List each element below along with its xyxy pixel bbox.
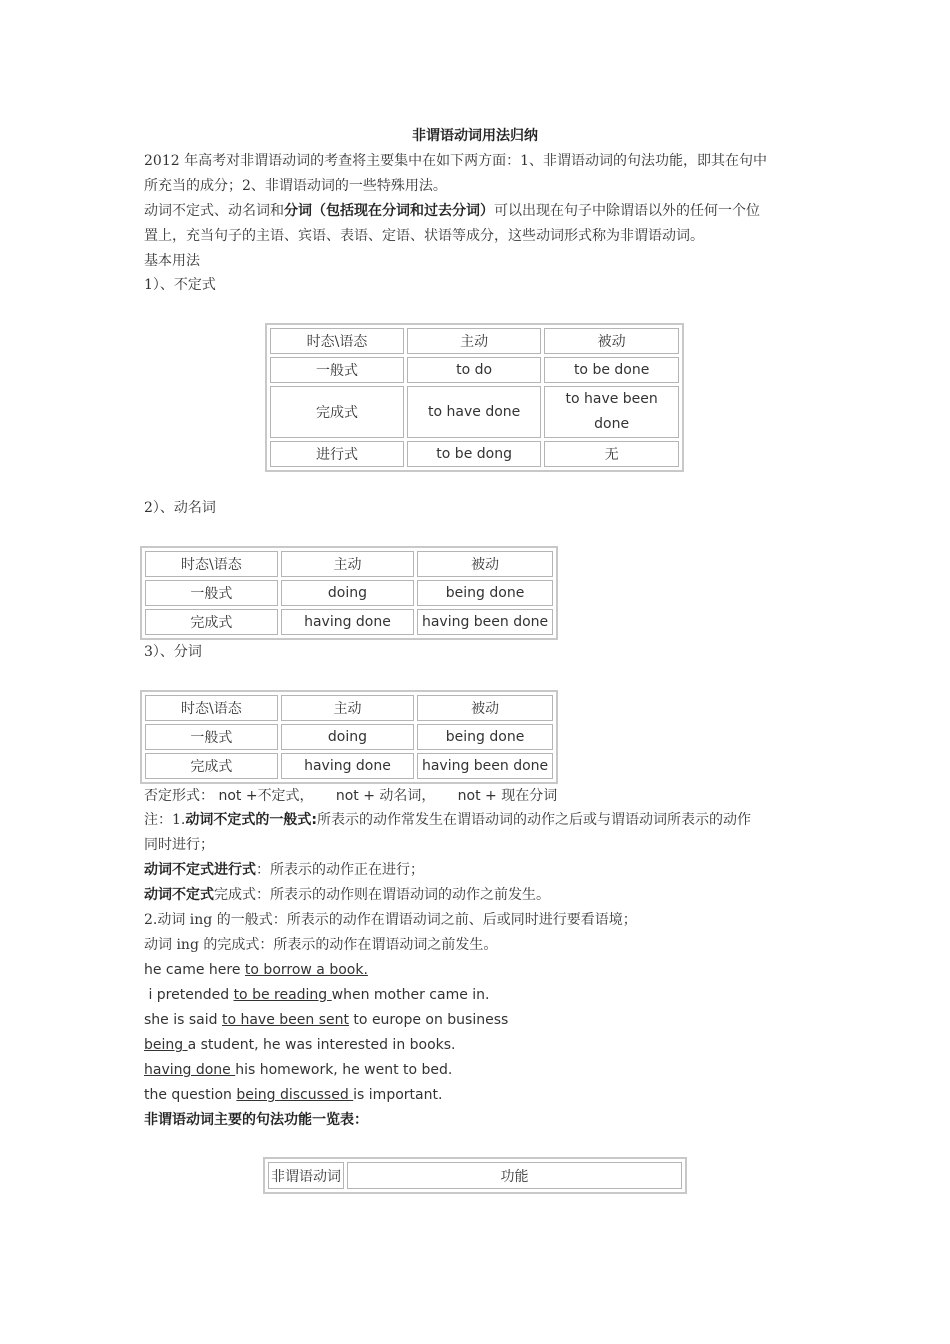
table-header-cell: 功能 xyxy=(347,1162,682,1189)
note-5: 动词 ing 的完成式：所表示的动作在谓语动词之前发生。 xyxy=(144,937,498,953)
participle-table xyxy=(140,690,558,784)
negation-gerund: 动名词， xyxy=(379,788,436,804)
example-text: is important. xyxy=(353,1087,443,1103)
section-1-heading: 1）、不定式 xyxy=(144,277,216,293)
note-text: 完成式：所表示的动作则在谓语动词的动作之前发生。 xyxy=(214,887,550,903)
definition-text-bold: 分词（包括现在分词和过去分词） xyxy=(284,203,494,219)
table-row xyxy=(145,724,553,750)
note-1 xyxy=(144,808,751,833)
table-cell: to be done xyxy=(544,357,679,383)
table-cell: having been done xyxy=(417,753,553,779)
table-cell: 完成式 xyxy=(145,609,278,635)
definition-line-2: 置上，充当句子的主语、宾语、表语、定语、状语等成分，这些动词形式称为非谓语动词。 xyxy=(144,228,704,244)
negation-not: not + xyxy=(218,788,258,804)
table-cell: 一般式 xyxy=(270,357,404,383)
table-cell: 进行式 xyxy=(270,441,404,467)
negation-infinitive: 不定式， xyxy=(257,788,314,804)
infinitive-table xyxy=(265,323,684,472)
table-cell: doing xyxy=(281,580,414,606)
note-bold: 动词不定式进行式 xyxy=(144,862,256,878)
table-header-row xyxy=(270,328,679,354)
table-header-cell: 时态\语态 xyxy=(145,695,278,721)
example-underlined: being discussed xyxy=(236,1087,354,1103)
table-cell: to have been done xyxy=(544,386,679,438)
table-cell: to do xyxy=(407,357,541,383)
note-text: ：所表示的动作正在进行； xyxy=(256,862,424,878)
table-cell: having been done xyxy=(417,609,553,635)
table-cell: 一般式 xyxy=(145,580,278,606)
table-cell: 完成式 xyxy=(145,753,278,779)
intro-line-1: 2012 年高考对非谓语动词的考查将主要集中在如下两方面：1、非谓语动词的句法功能，即其在句中 xyxy=(144,153,767,169)
negation-not: not + xyxy=(457,788,497,804)
basic-usage-heading: 基本用法 xyxy=(144,253,200,269)
table-cell: 完成式 xyxy=(270,386,404,438)
negation-line xyxy=(144,784,557,809)
intro-line-2: 所充当的成分；2、非谓语动词的一些特殊用法。 xyxy=(144,178,447,194)
definition-line-1 xyxy=(144,199,760,224)
example-text: she is said xyxy=(144,1012,222,1028)
table-header-row xyxy=(268,1162,682,1189)
table-row xyxy=(145,753,553,779)
table-header-cell: 主动 xyxy=(281,551,414,577)
example-underlined: to have been sent xyxy=(221,1012,349,1028)
table-row xyxy=(145,580,553,606)
table-header-cell: 非谓语动词 xyxy=(268,1162,344,1189)
note-bold: 动词不定式 xyxy=(144,887,214,903)
note-2 xyxy=(144,858,424,883)
table-row xyxy=(270,441,679,467)
definition-text-c: 可以出现在句子中除谓语以外的任何一个位 xyxy=(494,203,760,219)
negation-not: not + xyxy=(335,788,375,804)
section-3-heading: 3）、分词 xyxy=(144,644,202,660)
table-cell: 无 xyxy=(544,441,679,467)
example-text: when mother came in. xyxy=(331,987,490,1003)
table-header-cell: 被动 xyxy=(417,551,553,577)
note-prefix: 注：1. xyxy=(144,812,186,828)
note-text: 所表示的动作常发生在谓语动词的动作之后或与谓语动词所表示的动作 xyxy=(316,812,751,828)
example-line xyxy=(144,1008,508,1033)
example-underlined: having done xyxy=(144,1062,236,1078)
table-cell: being done xyxy=(417,580,553,606)
example-line xyxy=(144,958,368,983)
note-bold: 动词不定式的一般式: xyxy=(185,812,317,828)
section-2-heading: 2）、动名词 xyxy=(144,500,216,516)
example-line xyxy=(144,1083,442,1108)
table-cell: having done xyxy=(281,753,414,779)
example-text: the question xyxy=(144,1087,237,1103)
table-cell: doing xyxy=(281,724,414,750)
table-header-cell: 时态\语态 xyxy=(270,328,404,354)
table-cell: 一般式 xyxy=(145,724,278,750)
example-line xyxy=(144,1033,456,1058)
table-row xyxy=(270,357,679,383)
table-header-cell: 被动 xyxy=(417,695,553,721)
example-line xyxy=(144,1058,452,1083)
table-header-cell: 被动 xyxy=(544,328,679,354)
table-row xyxy=(145,609,553,635)
example-text: his homework, he went to bed. xyxy=(235,1062,453,1078)
function-table xyxy=(263,1157,687,1194)
table-cell: having done xyxy=(281,609,414,635)
table-header-cell: 主动 xyxy=(407,328,541,354)
example-line xyxy=(144,983,490,1008)
example-underlined: to borrow a book. xyxy=(244,962,368,978)
example-underlined: being xyxy=(144,1037,188,1053)
function-table-title: 非谓语动词主要的句法功能一览表： xyxy=(144,1112,368,1128)
table-cell: to be dong xyxy=(407,441,541,467)
gerund-table xyxy=(140,546,558,640)
table-header-row xyxy=(145,695,553,721)
table-header-row xyxy=(145,551,553,577)
note-4: 2.动词 ing 的一般式：所表示的动作在谓语动词之前、后或同时进行要看语境； xyxy=(144,912,637,928)
table-header-cell: 时态\语态 xyxy=(145,551,278,577)
definition-text-a: 动词不定式、动名词和 xyxy=(144,203,284,219)
note-1-cont: 同时进行； xyxy=(144,837,214,853)
example-text: to europe on business xyxy=(348,1012,509,1028)
example-text: he came here xyxy=(144,962,245,978)
example-underlined: to be reading xyxy=(233,987,332,1003)
table-header-cell: 主动 xyxy=(281,695,414,721)
table-cell: being done xyxy=(417,724,553,750)
note-3 xyxy=(144,883,550,908)
page-title: 非谓语动词用法归纳 xyxy=(412,128,538,144)
example-text: a student, he was interested in books. xyxy=(187,1037,456,1053)
table-cell: to have done xyxy=(407,386,541,438)
example-text: i pretended xyxy=(144,987,234,1003)
table-row xyxy=(270,386,679,438)
negation-label: 否定形式： xyxy=(144,788,214,804)
negation-participle: 现在分词 xyxy=(501,788,558,804)
